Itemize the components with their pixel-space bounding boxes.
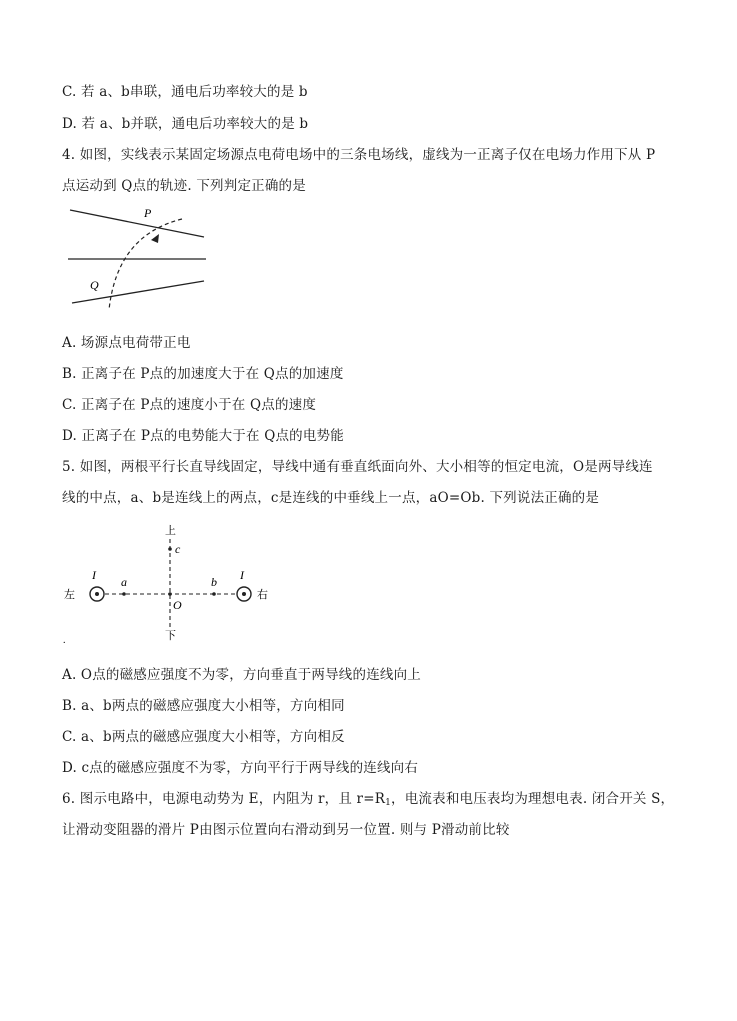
q6-stem-line-2: 让滑动变阻器的滑片 P由图示位置向右滑动到另一位置. 则与 P滑动前比较 — [62, 822, 510, 838]
q6-stem-line-1 — [62, 787, 674, 808]
q4-option-d: D. 正离子在 P点的电势能大于在 Q点的电势能 — [62, 428, 344, 444]
label-q: Q — [90, 278, 99, 292]
q4-stem-line-2: 点运动到 Q点的轨迹. 下列判定正确的是 — [62, 178, 306, 194]
label-a: a — [121, 575, 127, 589]
label-down: 下 — [165, 630, 176, 642]
particle-trajectory — [109, 219, 182, 310]
q4-electric-field-figure — [62, 200, 222, 315]
field-line-top — [70, 210, 204, 237]
q4-stem-line-1: 4. 如图，实线表示某固定场源点电荷电场中的三条电场线，虚线为一正离子仅在电场力作用下从 P — [62, 147, 656, 163]
q5-stem-line-2: 线的中点，a、b是连线上的两点，c是连线的中垂线上一点，aO=Ob. 下列说法正确的是 — [62, 490, 600, 506]
q5-stem-line-1: 5. 如图，两根平行长直导线固定，导线中通有垂直纸面向外、大小相等的恒定电流，O是两导线连 — [62, 459, 653, 475]
q3-option-d: D. 若 a、b并联，通电后功率较大的是 b — [62, 116, 309, 132]
label-o: O — [173, 598, 182, 612]
trajectory-arrow — [151, 234, 159, 243]
label-right: 右 — [257, 589, 268, 601]
point-o — [168, 592, 172, 596]
label-c: c — [175, 542, 181, 556]
point-a — [122, 592, 126, 596]
q5-option-d: D. c点的磁感应强度不为零，方向平行于两导线的连线向右 — [62, 760, 419, 776]
label-p: P — [144, 206, 152, 220]
q5-option-c: C. a、b两点的磁感应强度大小相等，方向相反 — [62, 729, 345, 745]
q6-stem-part-a: 6. 图示电路中，电源电动势为 E，内阻为 r，且 r=R — [62, 791, 386, 807]
q6-stem-part-b: ，电流表和电压表均为理想电表. 闭合开关 S， — [391, 791, 675, 807]
label-left: 左 — [64, 589, 75, 601]
q3-option-c: C. 若 a、b串联，通电后功率较大的是 b — [62, 84, 308, 100]
label-up: 上 — [165, 525, 176, 537]
q5-option-b: B. a、b两点的磁感应强度大小相等，方向相同 — [62, 698, 345, 714]
q4-option-a: A. 场源点电荷带正电 — [62, 335, 191, 351]
q5-option-a: A. O点的磁感应强度不为零，方向垂直于两导线的连线向上 — [62, 667, 421, 683]
point-c — [168, 547, 172, 551]
q4-option-c: C. 正离子在 P点的速度小于在 Q点的速度 — [62, 397, 317, 413]
q6-subscript: 1 — [385, 798, 392, 808]
label-current-left: I — [92, 568, 96, 582]
q5-wires-figure — [62, 520, 282, 645]
q4-option-b: B. 正离子在 P点的加速度大于在 Q点的加速度 — [62, 366, 344, 382]
stray-mark: . — [63, 635, 66, 645]
label-b: b — [211, 575, 217, 589]
label-current-right: I — [240, 568, 244, 582]
point-b — [212, 592, 216, 596]
